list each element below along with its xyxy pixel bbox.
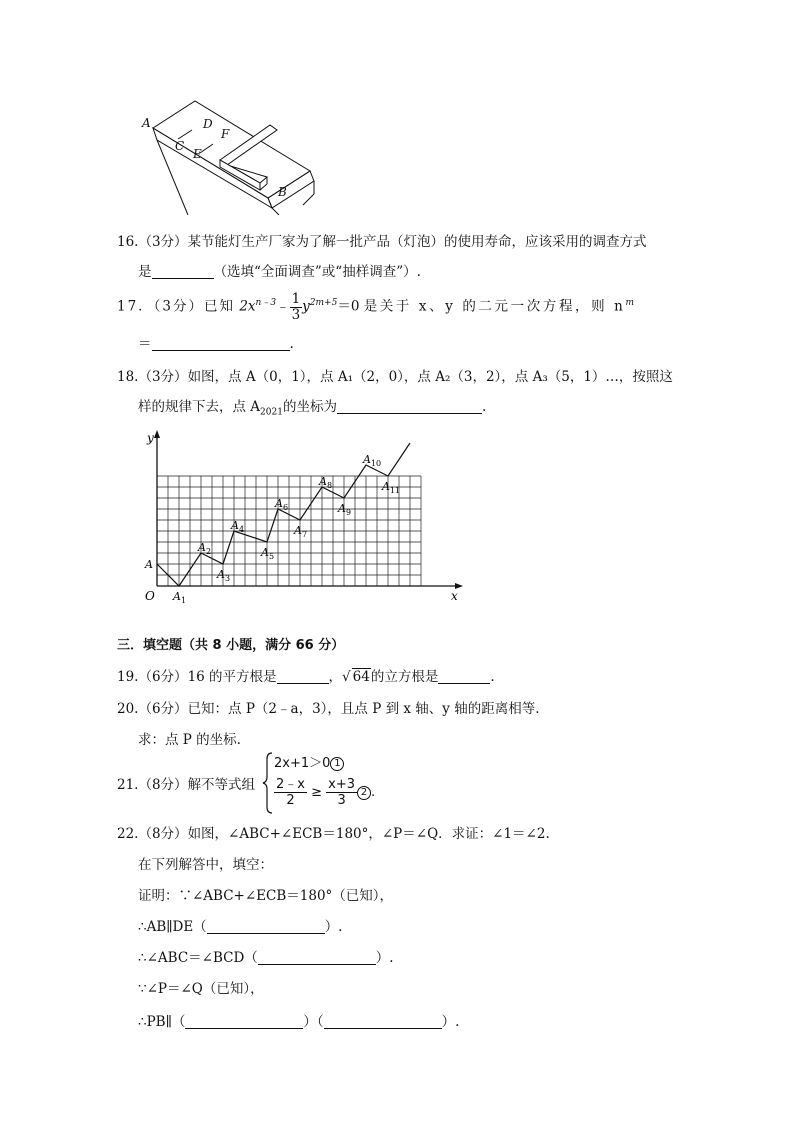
q22-line2: 在下列解答中，填空： [138,857,273,873]
q22-blank-4[interactable] [324,1014,442,1029]
fig1-label-F: F [221,127,230,141]
q22-proof1: 证明：∵∠ABC+∠ECB＝180°（已知）， [138,888,394,904]
point-label-a6: $A_6$ [275,497,289,512]
q16-line1 [117,230,647,250]
fig1-label-D: D [203,117,213,131]
q22-text1: 如图，∠ABC+∠ECB＝180°，∠P＝∠Q．求证：∠1＝∠2. [187,826,550,842]
q16-text2b: （选填“全面调查”或“抽样调查”）. [213,264,421,280]
q17-expr-b: y [302,298,310,315]
q17-number: 17．（3分）已知 [117,298,236,315]
point-label-a9: $A_9$ [338,502,352,517]
q17-expr-a: 2x [239,298,256,315]
y-axis-arrow-icon [154,430,160,438]
q22-blank-2[interactable] [258,950,376,965]
q17-fraction: $\frac{1}{3}$ [291,290,301,323]
q22-proof3: ∴∠ABC＝∠BCD（ ）. [138,950,394,966]
chart-axes [145,430,463,603]
origin-label: O [145,589,155,603]
q17-exp-a: n﹣3 [255,298,277,308]
point-label-a11: $A_{11}$ [382,480,401,495]
point-label-a2: $A_2$ [198,541,212,556]
q18-sub2021: 2021 [260,407,283,418]
q21-ineq1: 2x+1＞0 1 [274,752,344,771]
q22-blank-1[interactable] [207,919,325,934]
q17-line1 [117,290,634,323]
q21-frac-left: $\frac{2﹣x}{2}$ [276,777,305,808]
q21-number: 21.（8分） [117,777,188,793]
q17-text: 是关于 x、y 的二元一次方程，则 n [363,298,626,315]
q19-line: 19.（6分）16 的平方根是 ，√ 64的立方根是 . [117,669,495,685]
q21-label [117,773,255,793]
q22-blank-3[interactable] [185,1014,303,1029]
q18-text2a: 样的规律下去，点 A [138,399,261,415]
q19-number: 19.（6分） [117,669,188,685]
box-figure [140,95,325,215]
x-axis-label: x [451,589,458,603]
point-label-a5: $A_5$ [261,546,275,561]
point-label-a8: $A_8$ [319,475,333,490]
q17-exp-b: 2m+5 [309,298,338,308]
point-label-a10: $A_{10}$ [363,453,382,468]
q16-text: 某节能灯生产厂家为了解一批产品（灯泡）的使用寿命，应该采用的调查方式 [187,234,647,250]
q19-text2: 的立方根是 [370,669,439,685]
fig1-label-A: A [142,116,151,130]
q18-answer-blank[interactable] [337,399,482,414]
q17-answer-blank[interactable] [152,336,290,351]
q19-answer-blank-2[interactable] [438,669,490,684]
q17-minus: ﹣ [276,298,290,315]
q16-answer-blank[interactable] [152,264,214,279]
fig1-label-E: E [193,147,202,161]
brace-icon [262,751,274,815]
q18-text1: 如图，点 A（0，1），点 A₁（2，0），点 A₂（3，2），点 A₃（5，1）…，按照这 [187,369,673,385]
q17-line2: ＝ . [138,336,294,352]
point-label-a: A [145,558,153,571]
q19-answer-blank-1[interactable] [277,669,329,684]
q17-exp-n: m [625,298,634,308]
q18-number: 18.（3分） [117,369,188,385]
point-label-a4: $A_4$ [231,519,245,534]
q20-line1 [117,697,540,717]
q19-text1: 16 的平方根是 [187,669,277,685]
q21-frac-right: $\frac{x+3}{3}$ [328,777,356,808]
q16-text2a: 是 [138,264,152,280]
q17-eq-sign: ＝ [138,336,152,352]
y-axis-label: y [147,431,154,445]
point-label-a1: $A_1$ [173,590,187,605]
q22-proof4: ∵∠P＝∠Q（已知）， [138,981,264,997]
q21-ineq2: $\frac{2﹣x}{2}$ ≥ $\frac{x+3}{3}$ 2 . [276,777,376,808]
sqrt-symbol: √ [342,669,351,685]
circle-1-icon: 1 [330,757,344,771]
circle-2-icon: 2 [357,786,371,800]
q18-line1 [117,365,673,385]
q16-line2 [138,260,421,280]
q16-number: 16.（3分） [117,234,188,250]
point-label-a3: $A_3$ [217,568,231,583]
q20-text1: 已知：点 P（2﹣a，3），且点 P 到 x 轴、y 轴的距离相等. [187,701,540,717]
q22-proof2: ∴AB∥DE（ ）. [138,919,343,935]
q21-op: ≥ [311,785,323,800]
q20-number: 20.（6分） [117,701,188,717]
q22-number: 22.（8分） [117,826,188,842]
q22-proof5: ∴PB∥（ ）（ ）. [138,1014,460,1030]
q20-line2: 求：点 P 的坐标. [138,732,241,748]
q18-text2b: 的坐标为 [282,399,337,415]
q19-radicand: 64 [352,669,370,685]
fig1-label-C: C [175,139,185,153]
point-label-a7: $A_7$ [294,524,308,539]
section3-title: 三．填空题（共 8 小题，满分 66 分） [117,638,345,653]
q21-text: 解不等式组 [187,777,256,793]
zigzag-chart [135,428,475,608]
q18-line2: 样的规律下去，点 $A_{2021}$的坐标为 . [138,399,487,418]
q22-line1 [117,822,550,842]
q17-eq: ＝0 [337,298,360,315]
fig1-label-B: B [278,185,287,199]
